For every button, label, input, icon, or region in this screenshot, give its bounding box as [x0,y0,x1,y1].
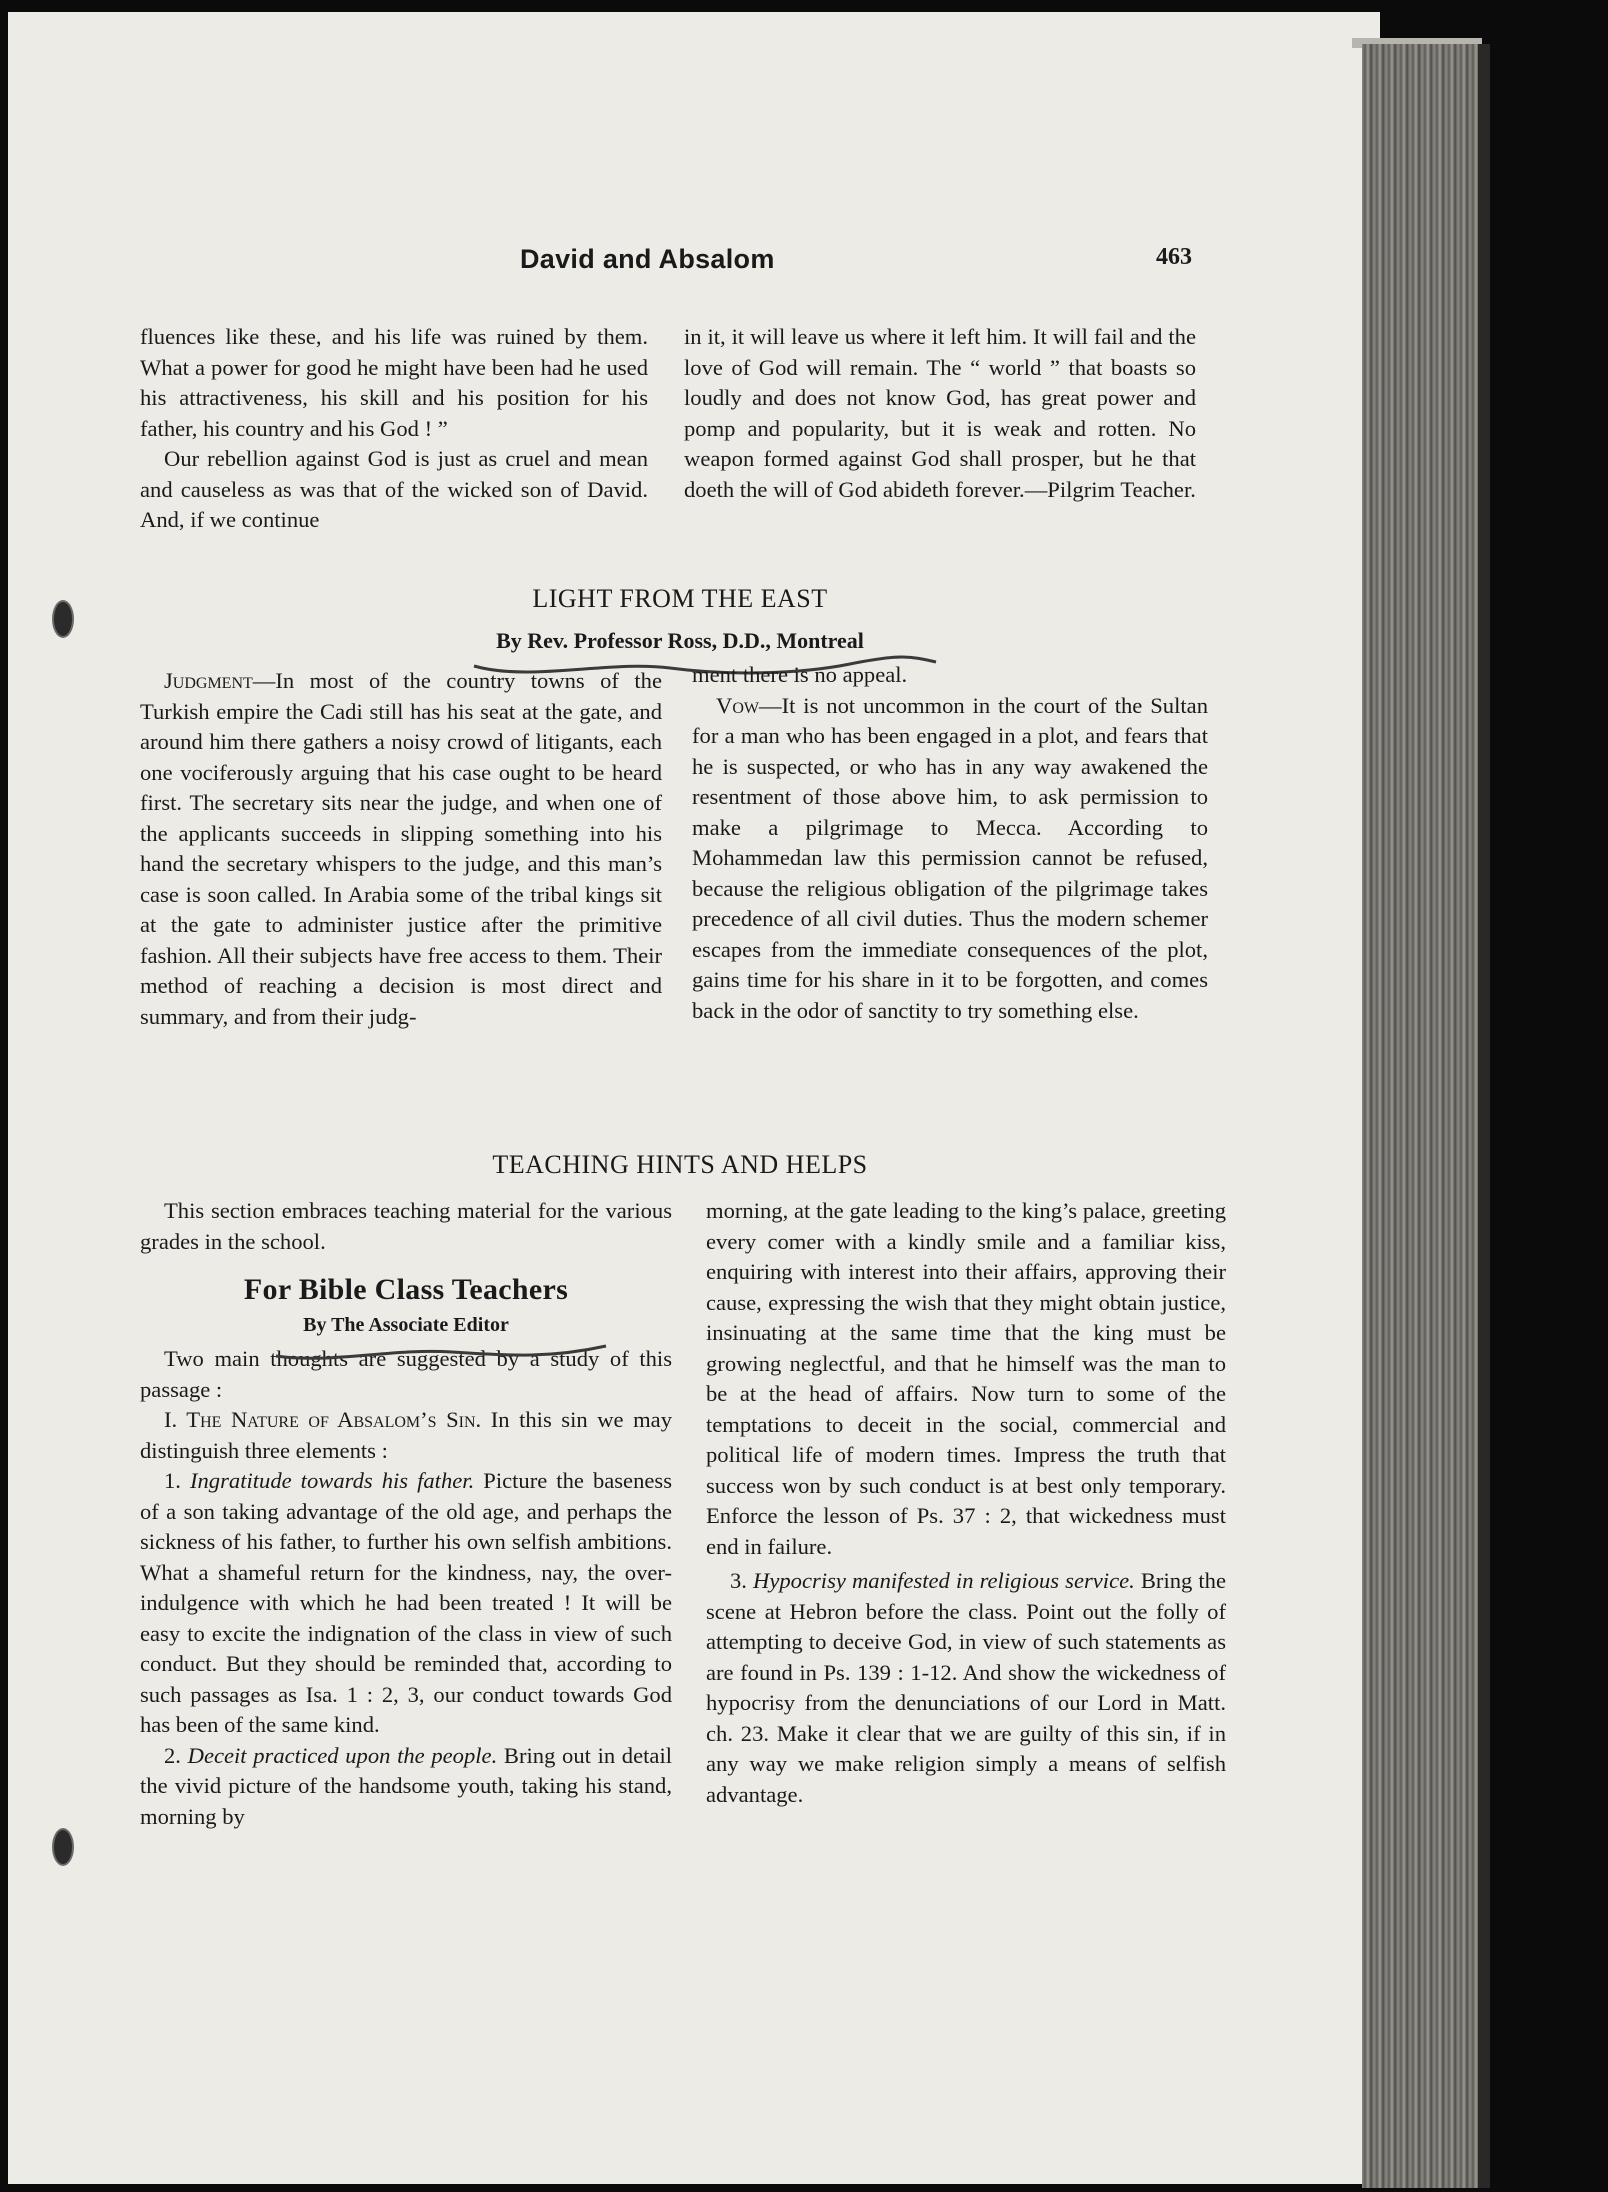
light-left-column [140,666,662,1032]
paragraph: Bring out in detail the vivid picture of the handsome youth, taking his stand, morning by [140,1742,672,1829]
paragraph: In this sin we may distinguish three elements : [140,1407,672,1463]
paragraph: in it, it will leave us where it left him. It will fail and the love of God will remain. The “ world ” that boasts so loudly and does not know God, has great power and pomp and popularity, but it is weak and rotten. No weapon formed against God shall prosper, but he that doeth the will of God abideth forever.—Pilgrim Teacher. [684,324,1196,502]
entry-lead-judgment: Judgment [164,668,253,693]
section-title-teaching-hints: TEACHING HINTS AND HELPS [492,1150,868,1179]
paragraph: Two main thoughts are suggested by a study of this passage : [140,1346,672,1402]
teaching-right-column [706,1196,1226,1810]
point-heading: I. The Nature of Absalom’s Sin. [164,1407,482,1432]
top-left-column [140,322,648,536]
top-right-column [684,322,1196,505]
entry-text: —In most of the country towns of the Turkish empire the Cadi still has his seat at the gate, and around him there gathers a noisy crowd of litigants, each one vociferously arguing that his case ought to be heard first. The secretary sits near the judge, and when one of the applicants succeeds in slipping something into his hand the secretary whispers to the judge, and this man’s case is soon called. In Arabia some of the tribal kings sit at the gate to administer justice after the primitive fashion. All their subjects have free access to them. Their method of reaching a decision is most direct and summary, and from their judg- [140,668,662,1029]
page-number: 463 [1156,244,1192,270]
teaching-left-column [140,1196,672,1832]
paragraph: Bring the scene at Hebron before the class. Point out the folly of attempting to deceive God, in view of such statements as are found in Ps. 139 : 1-12. And show the wickedness of hypocrisy from the denunciations of our Lord in Matt. ch. 23. Make it clear that we are guilty of this sin, if in any way we make religion simply a means of selfish advantage. [706,1568,1226,1807]
paragraph: fluences like these, and his life was ruined by them. What a power for good he might have been had he used his attractiveness, his skill and his position for his father, his country and his God ! ” [140,324,648,441]
binder-hole-top [52,600,74,638]
paragraph: Our rebellion against God is just as cruel and mean and causeless as was that of the wicked son of David. And, if we continue [140,446,648,532]
entry-lead-vow: Vow [716,692,759,718]
section-byline: By Rev. Professor Ross, D.D., Montreal [496,628,864,653]
paragraph: Picture the baseness of a son taking advantage of the old age, and perhaps the sickness of his father, to further his own selfish ambitions. What a shameful return for the kindness, nay, the over-indulgence with which he had been treated ! It will be easy to excite the indignation of the class in view of such conduct. But they should be reminded that, according to such passages as Isa. 1 : 2, 3, our conduct towards God has been of the same kind. [140,1468,673,1737]
item-lead: Ingratitude towards his father. [189,1468,475,1493]
paragraph: ment there is no appeal. [692,662,908,687]
entry-text: —It is not uncommon in the court of the Sultan for a man who has been engaged in a plot, and fears that he is suspected, or who has in any way awakened the resentment of those above him, to ask permission to make a pilgrimage to Mecca. According to Mohammedan law this permission cannot be refused, because the religious obligation of the pilgrimage takes precedence of all civil duties. Thus the modern schemer escapes from the immediate consequences of the plot, gains time for his share in it to be forgotten, and comes back in the odor of sanctity to try something else. [692,692,1208,1023]
paragraph: morning, at the gate leading to the king’s palace, greeting every comer with a kindly smile and a familiar kiss, enquiring with interest into their affairs, approving their cause, expressing the wish that they might obtain justice, insinuating at the same time that the king must be growing neglectful, and that he himself was the man to be at the head of affairs. Now turn to some of the temptations to deceit in the social, commercial and political life of modern times. Impress the truth that success won by such conduct is at best only temporary. Enforce the lesson of Ps. 37 : 2, that wickedness must end in failure. [706,1198,1226,1559]
running-title: David and Absalom [520,244,775,274]
light-right-column [692,660,1208,1026]
paragraph: This section embraces teaching material for the various grades in the school. [140,1198,672,1254]
item-lead: Hypocrisy manifested in religious service. [753,1568,1135,1593]
book-page-edges [1362,44,1478,2188]
subsection-byline: By The Associate Editor [303,1313,509,1336]
item-number: 2. [164,1742,188,1768]
item-lead: Deceit practiced upon the people. [187,1742,498,1768]
book-cover-edge [1478,44,1490,2188]
subsection-title: For Bible Class Teachers [243,1273,569,1306]
item-number: 1. [164,1468,190,1493]
section-title-light-from-the-east: LIGHT FROM THE EAST [532,584,828,613]
binder-hole-bottom [52,1828,74,1866]
item-number: 3. [730,1568,754,1593]
pen-underline-mark [272,1338,612,1368]
